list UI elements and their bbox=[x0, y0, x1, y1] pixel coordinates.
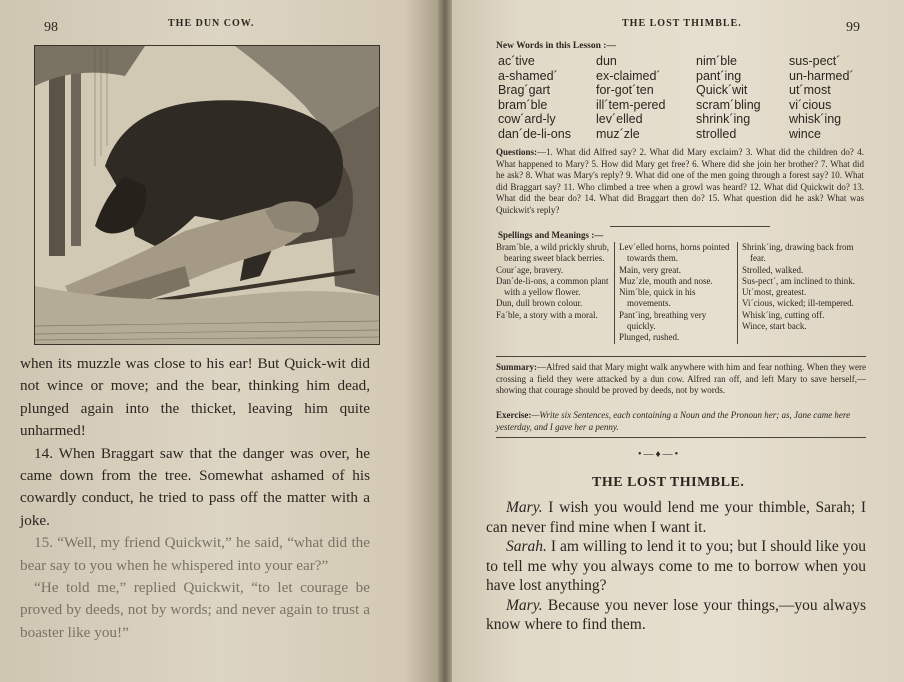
spelling-entry: Fa´ble, a story with a moral. bbox=[496, 309, 598, 320]
exercise-label: Exercise: bbox=[496, 410, 532, 420]
speaker-name: Sarah. bbox=[506, 538, 547, 555]
spelling-entry: Dan´de-li-ons, a common plant with a yellow flower. bbox=[496, 275, 609, 298]
speaker-name: Mary. bbox=[506, 499, 543, 516]
left-page-number: 98 bbox=[44, 20, 58, 35]
spellings-column-2 bbox=[614, 242, 738, 344]
spellings-column-3 bbox=[738, 242, 868, 344]
dialogue-text: I am willing to lend it to you; but I should like you to tell me why you always come to me to borrow when you have lost anything? bbox=[486, 538, 866, 594]
right-running-head: THE LOST THIMBLE. bbox=[622, 18, 742, 29]
dialogue-line bbox=[486, 498, 866, 537]
paragraph: 15. “Well, my friend Quickwit,” he said, “what did the bear say to you when he whispered into your ear?” bbox=[20, 534, 370, 574]
lesson-title: THE LOST THIMBLE. bbox=[592, 475, 745, 490]
new-word: for-got´ten bbox=[596, 83, 654, 98]
new-word: ut´most bbox=[789, 83, 831, 98]
divider bbox=[496, 437, 866, 438]
left-body-text bbox=[20, 353, 370, 644]
new-word: whisk´ing bbox=[789, 112, 842, 127]
new-word: Quick´wit bbox=[696, 83, 748, 98]
new-word: Brag´gart bbox=[498, 83, 551, 98]
spellings-heading: Spellings and Meanings :— bbox=[498, 230, 604, 240]
new-word: scram´bling bbox=[696, 97, 761, 112]
new-word: sus-pect´ bbox=[789, 54, 841, 68]
spelling-entry: Sus-pect´, am inclined to think. bbox=[742, 275, 855, 286]
dialogue-text: I wish you would lend me your thimble, Sarah; I can never find mine when I want it. bbox=[486, 499, 866, 536]
new-words-heading: New Words in this Lesson :— bbox=[496, 41, 616, 51]
spelling-entry: Pant´ing, breathing very quickly. bbox=[619, 309, 707, 332]
new-word: nim´ble bbox=[696, 54, 737, 68]
questions-text: —1. What did Alfred say? 2. What did Mary exclaim? 3. What did the children do? 4. What happened to Mary? 5. How did Mary get free? 6. Where did she join her brother? 7. What did he ask? 8. What was Mary's reply? 9. What did one of the men going through a forest say? 10. What did Braggart say? 11. Who climbed a tree when a growl was heard? 12. What did Quickwit do? 13. What did the bear do? 14. What did Braggart then do? 15. What question did he ask? What was Quickwit's reply? bbox=[496, 147, 864, 215]
new-word: strolled bbox=[696, 126, 737, 141]
spelling-entry: Vi´cious, wicked; ill-tempered. bbox=[742, 298, 854, 309]
new-word: ex-claimed´ bbox=[596, 68, 661, 83]
dialogue-line bbox=[486, 596, 866, 635]
spelling-entry: Bram´ble, a wild prickly shrub, bearing sweet black berries. bbox=[496, 242, 609, 264]
bear-over-man-engraving bbox=[35, 46, 379, 344]
right-page-number: 99 bbox=[846, 20, 860, 35]
dialogue-text bbox=[486, 498, 866, 635]
new-word: un-harmed´ bbox=[789, 68, 854, 83]
new-word: shrink´ing bbox=[696, 112, 751, 127]
summary bbox=[496, 362, 866, 397]
new-word: vi´cious bbox=[789, 97, 832, 112]
spelling-entry: Lev´elled horns, horns pointed towards them. bbox=[619, 242, 730, 264]
summary-label: Summary: bbox=[496, 362, 537, 372]
ornament: •—♦—• bbox=[638, 449, 681, 460]
spelling-entry: Strolled, walked. bbox=[742, 264, 804, 275]
new-words-grid bbox=[498, 54, 878, 142]
new-word: dan´de-li-ons bbox=[498, 126, 571, 141]
spelling-entry: Cour´age, bravery. bbox=[496, 264, 564, 275]
new-word: lev´elled bbox=[596, 112, 643, 127]
summary-text: —Alfred said that Mary might walk anywhere with him and fear nothing. When they were crossing a field they were attacked by a dun cow. Alfred ran off, and left Mary to save herself,—showing that courage should be proved by deeds, not by words. bbox=[496, 362, 866, 395]
new-word: pant´ing bbox=[696, 68, 742, 83]
paragraph: “He told me,” replied Quickwit, “to let courage be proved by deeds, not by words; and never again to trust a boaster like you!” bbox=[20, 579, 370, 641]
spelling-entry: Nim´ble, quick in his movements. bbox=[619, 287, 696, 309]
spelling-entry: Main, very great. bbox=[619, 264, 681, 275]
spellings-column-1 bbox=[496, 242, 614, 344]
divider bbox=[496, 356, 866, 357]
spelling-entry: Whisk´ing, cutting off. bbox=[742, 309, 825, 320]
spelling-entry: Shrink´ing, drawing back from fear. bbox=[742, 242, 854, 264]
exercise-text: —Write six Sentences, each containing a Noun and the Pronoun her; as, Jane came here yesterday, and I gave her a penny. bbox=[496, 410, 851, 432]
exercise bbox=[496, 410, 866, 433]
new-word: wince bbox=[789, 126, 821, 141]
dialogue-line bbox=[486, 537, 866, 596]
questions-label: Questions: bbox=[496, 147, 538, 157]
spelling-entry: Muz´zle, mouth and nose. bbox=[619, 275, 713, 286]
spelling-entry: Dun, dull brown colour. bbox=[496, 298, 583, 309]
paragraph: 14. When Braggart saw that the danger was over, he came down from the tree. Somewhat ashamed of his cowardly conduct, he tried to pass off the matter with a joke. bbox=[20, 444, 370, 529]
new-word: a-shamed´ bbox=[498, 68, 558, 83]
spelling-entry: Wince, start back. bbox=[742, 321, 807, 332]
speaker-name: Mary. bbox=[506, 596, 543, 614]
left-page bbox=[0, 0, 440, 682]
new-word: dun bbox=[596, 54, 617, 68]
new-word: ac´tive bbox=[498, 54, 535, 68]
left-running-head: THE DUN COW. bbox=[168, 18, 255, 29]
questions bbox=[496, 147, 864, 216]
bear-illustration bbox=[34, 45, 380, 345]
new-word: muz´zle bbox=[596, 126, 640, 141]
spellings-meanings bbox=[496, 242, 868, 344]
new-word: bram´ble bbox=[498, 97, 548, 112]
spelling-entry: Plunged, rushed. bbox=[619, 332, 680, 343]
dialogue-text: Because you never lose your things,—you always know where to find them. bbox=[486, 596, 866, 633]
book-gutter bbox=[438, 0, 452, 682]
spelling-entry: Ut´most, greatest. bbox=[742, 287, 807, 298]
new-word: ill´tem-pered bbox=[596, 97, 666, 112]
divider bbox=[610, 226, 770, 227]
paragraph: when its muzzle was close to his ear! But Quick-wit did not wince or move; and the bear, thinking him dead, plunged again into the thicket, leaving him quite unharmed! bbox=[20, 355, 370, 440]
new-word: cow´ard-ly bbox=[498, 112, 556, 127]
